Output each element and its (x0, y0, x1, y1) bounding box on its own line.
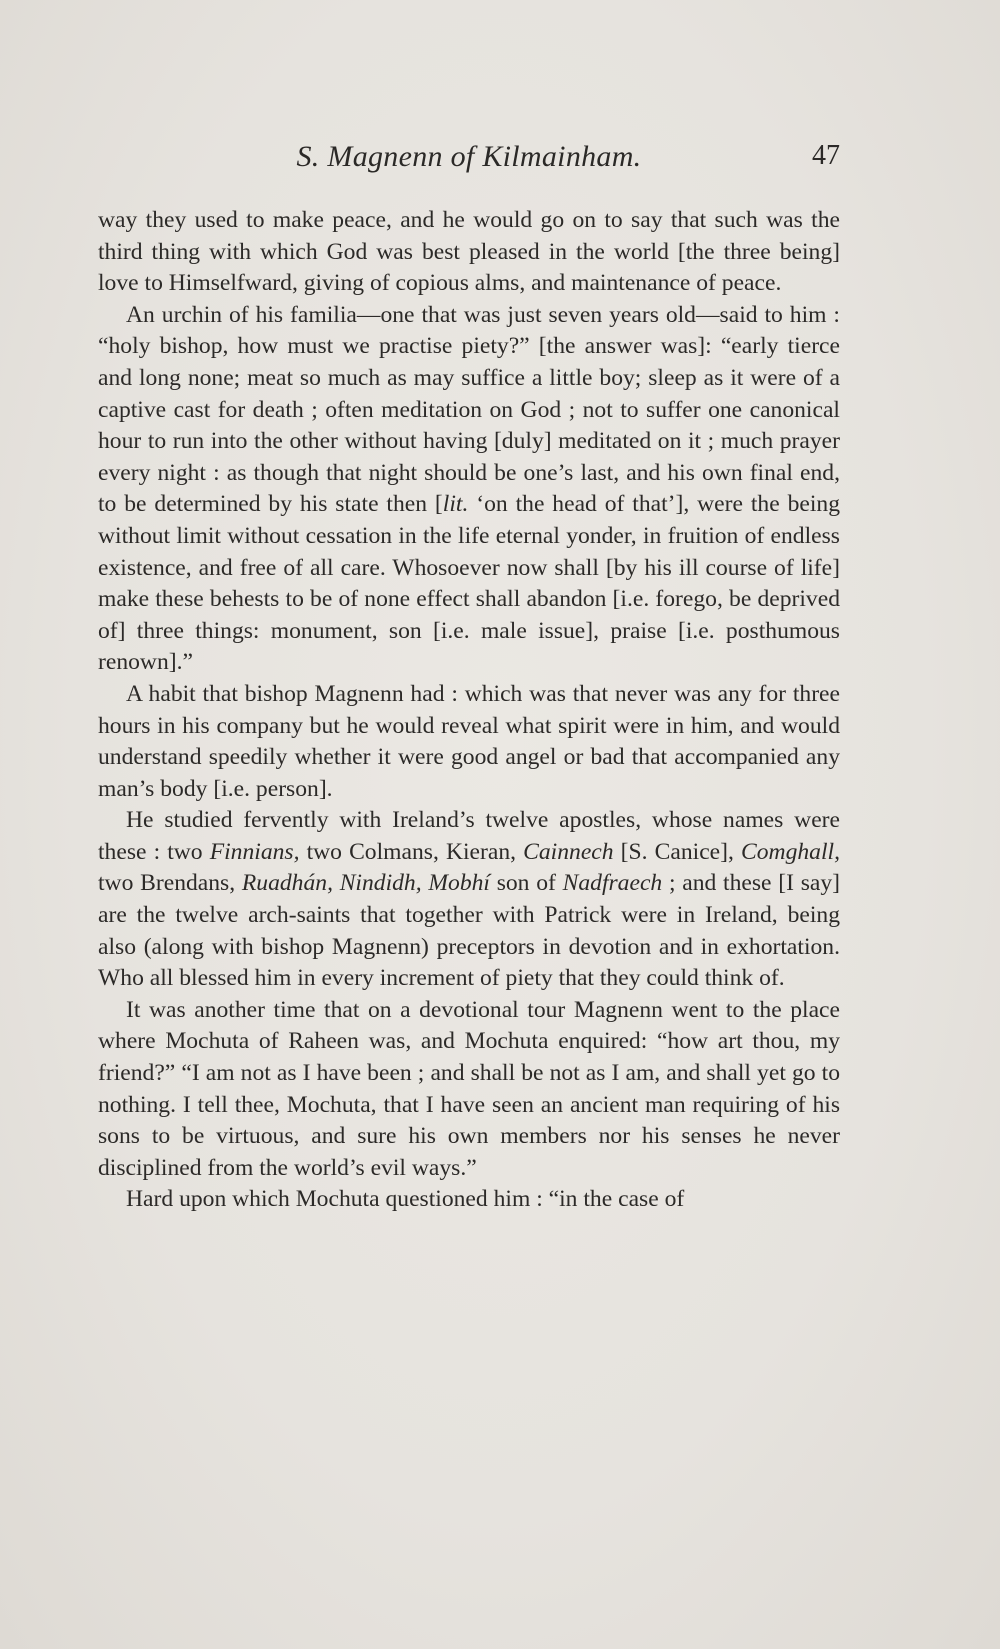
text-segment: two Brendans, (98, 870, 242, 897)
body-text (98, 205, 840, 1216)
page-header (98, 140, 840, 180)
paragraph-2 (98, 300, 840, 679)
text-segment: ; and these [I say] are the twelve arch-saints that together with Patrick were in Ireland, being also (along with bishop Magnenn) preceptors in devotion and in exhortation. Who all blessed him in every increment of piety that they could think of. (98, 870, 841, 992)
text-segment: son of (489, 870, 563, 897)
text-segment: A habit that bishop Magnenn had : which was that never was any for three hours in his company but he would reveal what spirit were in him, and would understand speedily whether it were good angel or bad that accompanied any man’s body [i.e. person]. (98, 680, 840, 802)
text-segment: ‘on the head of that’], were the being without limit without cessation in the life eternal yonder, in fruition of endless existence, and free of all care. Whosoever now shall [by his ill course of life] make these behests to be of none effect shall abandon [i.e. forego, be deprived of] three things: monument, son [i.e. male issue], praise [i.e. posthumous renown].” (98, 491, 840, 676)
paragraph-5 (98, 995, 840, 1185)
italic-segment: Ruadhán, Nindidh, Mobhí (241, 870, 490, 897)
paragraph-1 (98, 205, 840, 300)
text-segment: two Colmans, Kieran, (299, 838, 524, 865)
italic-segment: Nadfraech (562, 870, 663, 897)
page-number: 47 (812, 140, 840, 171)
text-segment: It was another time that on a devotional tour Magnenn went to the place where Mochuta of Raheen was, and Mochuta enquired: “how art thou, my friend?” “I am not as I have been ; and shall be not as I am, and shall yet go to nothing. I tell thee, Mochuta, that I have seen an ancient man requiring of his sons to be virtuous, and sure his own members nor his senses he never disciplined from the world’s evil ways.” (98, 996, 840, 1181)
text-segment: way they used to make peace, and he would go on to say that such was the third thing with which God was best pleased in the world [the three being] love to Himselfward, giving of copious alms, and maintenance of peace. (98, 207, 840, 297)
italic-segment: lit. (442, 491, 469, 518)
paragraph-3 (98, 679, 840, 805)
paragraph-4 (98, 805, 840, 995)
italic-segment: Cainnech (523, 838, 614, 865)
text-segment: He studied fervently with Ireland’s twelve apostles, whose names were these : two (98, 807, 840, 865)
text-segment: Hard upon which Mochuta questioned him : “in the case of (126, 1186, 685, 1213)
text-segment: [S. Canice], (613, 838, 741, 865)
paragraph-6 (98, 1184, 840, 1216)
text-segment: An urchin of his familia—one that was just seven years old—said to him : “holy bishop, how must we practise piety?” [the answer was]: “early tierce and long none; meat so much as may suffice a little boy; sleep as it were of a captive cast for death ; often meditation on God ; not to suffer one canonical hour to run into the other without having [duly] meditated on it ; much prayer every night : as though that night should be one’s last, and his own final end, to be determined by his state then [ (98, 301, 840, 518)
italic-segment: Finnians, (209, 838, 300, 865)
italic-segment: Comghall, (741, 838, 840, 865)
running-title: S. Magnenn of Kilmainham. (296, 140, 642, 173)
